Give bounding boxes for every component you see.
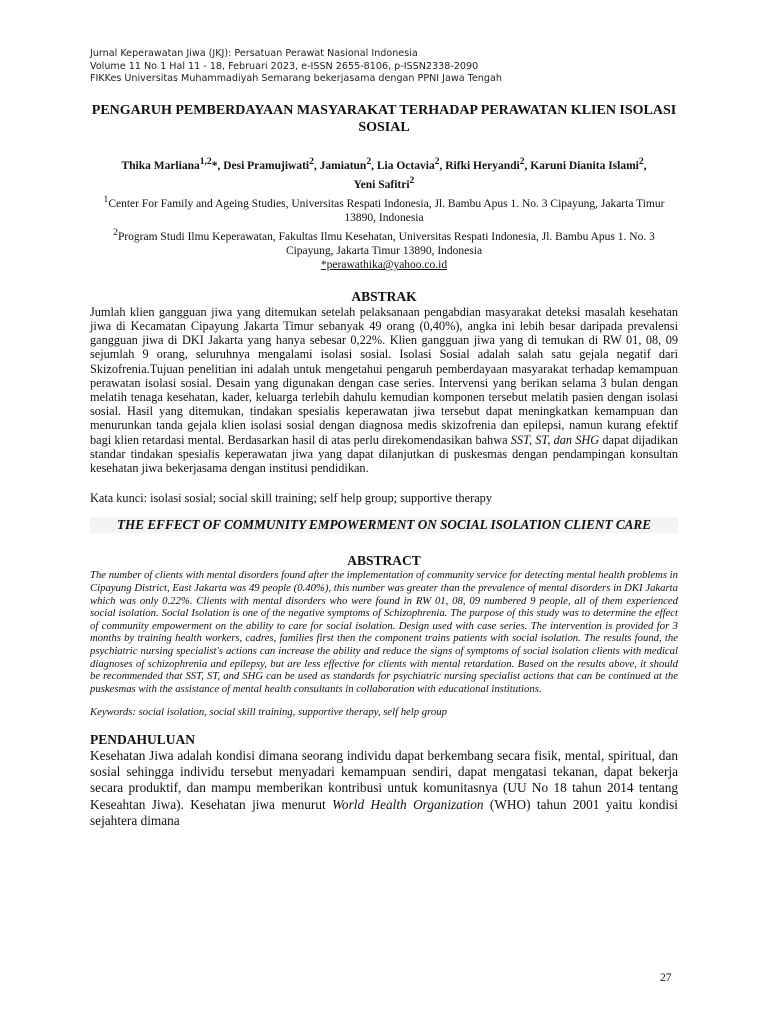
author-name: , Karuni Dianita Islami: [524, 159, 639, 172]
abstrak-body: [90, 305, 678, 475]
abstract-heading: ABSTRACT: [347, 553, 421, 569]
affiliation-mark: 1: [103, 194, 109, 206]
journal-publisher: FIKKes Universitas Muhammadiyah Semarang bekerjasama dengan PPNI Jawa Tengah: [90, 73, 502, 84]
author-list: [90, 154, 678, 194]
abstract-body: The number of clients with mental disorders found after the implementation of community service for detecting mental health problems in Cipayung District, East Jakarta was 49 people (0.40%), this number was greater than the prevalence of mental disorders in DKI Jakarta which was only 0.22%. Clients with mental disorders who were found in RW 01, 08, 09 numbered 9 people, all of them experienced social isolation. Social Isolation is one of the negative symptoms of Schizophrenia. The purpose of this study was to determine the effect of community empowerment on the ability to care for social isolation. Design used with case series. The intervention is provided for 3 months by training health workers, cadres, families first then the component trains patients with social isolation. The results found, the psychiatric nursing specialist's actions can increase the ability and reduce the signs of symptoms of social isolation clients with medical diagnoses of schizophrenia and epilepsy, but are less effective for clients with mental retardation. Based on the results above, it should be recommended that SST, ST, and SHG can be used as standards for psychiatric nursing specialist actions that can be continued at the puskesmas with the assistance of mental health consultants in collaboration with educational institutions.: [90, 569, 678, 695]
author-affiliation-mark: 2: [638, 155, 644, 167]
abstrak-text: Jumlah klien gangguan jiwa yang ditemukan setelah pelaksanaan pengabdian masyarakat deteksi masalah kesehatan jiwa di Kecamatan Cipayung Jakarta Timur sebanyak 49 orang (0,40%), angka ini lebih besar daripada prevalensi gangguan jiwa di DKI Jakarta yang hanya sebesar 0,22%. Klien gangguan jiwa yang di temukan di RW 01, 08, 09 sejumlah 9 orang, seluruhnya mengalami isolasi sosial. Isolasi Sosial adalah salah satu gejala negatif dari Skizofrenia.Tujuan penelitian ini adalah untuk mengetahui pengaruh pemberdayaan masyarakat terhadap kemampuan perawatan isolasi sosial. Desain yang digunakan dengan case series. Intervensi yang berikan selama 3 bulan dengan melatih tenaga kesehatan, kader, keluarga terlebih dahulu kemudian komponen tersebut melatih pasien dengan isolasi sosial. Hasil yang ditemukan, tindakan spesialis keperawatan jiwa tersebut dapat meningkatkan kemampuan dan menurunkan tanda gejala klien isolasi sosial dengan diagnosa medis skizofrenia dan epilepsi, namun kurang efektif bagi klien retardasi mental. Berdasarkan hasil di atas perlu direkomendasikan bahwa: [90, 304, 678, 447]
corresponding-email: [90, 258, 678, 272]
english-title: THE EFFECT OF COMMUNITY EMPOWERMENT ON SOCIAL ISOLATION CLIENT CARE: [90, 517, 678, 533]
affiliation-mark: 2: [113, 226, 118, 238]
affiliation-2: [90, 226, 678, 259]
author-name: , Rifki Heryandi: [439, 159, 520, 172]
author-name: , Lia Octavia: [371, 159, 435, 172]
author-name: , Desi Pramujiwati: [217, 159, 310, 172]
paper-page: [90, 48, 678, 829]
intro-italic: World Health Organization: [332, 796, 484, 812]
affiliation-text: Program Studi Ilmu Keperawatan, Fakultas Ilmu Kesehatan, Universitas Respati Indonesia, Jl. Bambu Apus 1. No. 3 Cipayung, Jakarta Timur 13890, Indonesia: [117, 230, 655, 258]
corresponding-mark: *: [211, 159, 218, 172]
author-separator: ,: [643, 159, 647, 172]
author-name: Thika Marliana: [121, 159, 200, 172]
author-name: , Jamiatun: [313, 159, 367, 172]
section-heading-pendahuluan: PENDAHULUAN: [90, 732, 196, 748]
kata-kunci: Kata kunci: isolasi sosial; social skill training; self help group; supportive therapy: [90, 491, 492, 506]
abstrak-text: dapat dijadikan standar tindakan spesialis keperawatan jiwa yang dapat dilanjutkan di puskesmas dengan pendampingan konsultan kesehatan jiwa bekerjasama dengan institusi pendidikan.: [90, 432, 678, 476]
intro-text: Kesehatan Jiwa adalah kondisi dimana seorang individu dapat berkembang secara fisik, mental, spiritual, dan sosial sehingga individu tersebut menyadari kemampuan sendiri, dapat mengatasi tekanan, dapat bekerja secara produktif, dan mampu memberikan kontribusi untuk komunitasnya (UU No 18 tahun 2014 tentang Keseahtan Jiwa). Kesehatan jiwa menurut: [90, 748, 678, 812]
journal-name: Jurnal Keperawatan Jiwa (JKJ): Persatuan Perawat Nasional Indonesia: [90, 48, 418, 59]
journal-volume: Volume 11 No 1 Hal 11 - 18, Februari 2023, e-ISSN 2655-8106, p-ISSN2338-2090: [90, 60, 479, 72]
author-affiliation-mark: 2: [409, 175, 415, 187]
author-affiliation-mark: 2: [434, 155, 440, 167]
affiliation-text: Center For Family and Ageing Studies, Universitas Respati Indonesia, Jl. Bambu Apus 1. No. 3 Cipayung, Jakarta Timur 13890, Indonesia: [108, 197, 665, 225]
abstrak-heading: ABSTRAK: [351, 288, 417, 304]
author-affiliation-mark: 2: [519, 155, 525, 167]
author-name: Yeni Safitri: [353, 179, 410, 192]
author-affiliation-mark: 1,2: [199, 155, 212, 167]
introduction-paragraph: [90, 748, 678, 829]
keywords: Keywords: social isolation, social skill training, supportive therapy, self help group: [90, 706, 447, 719]
affiliation-1: [90, 193, 678, 226]
author-affiliation-mark: 2: [309, 155, 314, 167]
paper-title: PENGARUH PEMBERDAYAAN MASYARAKAT TERHADAP PERAWATAN KLIEN ISOLASI SOSIAL: [91, 102, 677, 135]
email-link[interactable]: *perawathika@yahoo.co.id: [320, 259, 448, 272]
intro-text: (WHO) tahun 2001 yaitu kondisi sejahtera dimana: [90, 796, 678, 828]
page-number: 27: [660, 972, 672, 984]
author-affiliation-mark: 2: [366, 155, 372, 167]
journal-header: [90, 48, 678, 86]
abstrak-italic: SST, ST, dan SHG: [510, 432, 600, 447]
